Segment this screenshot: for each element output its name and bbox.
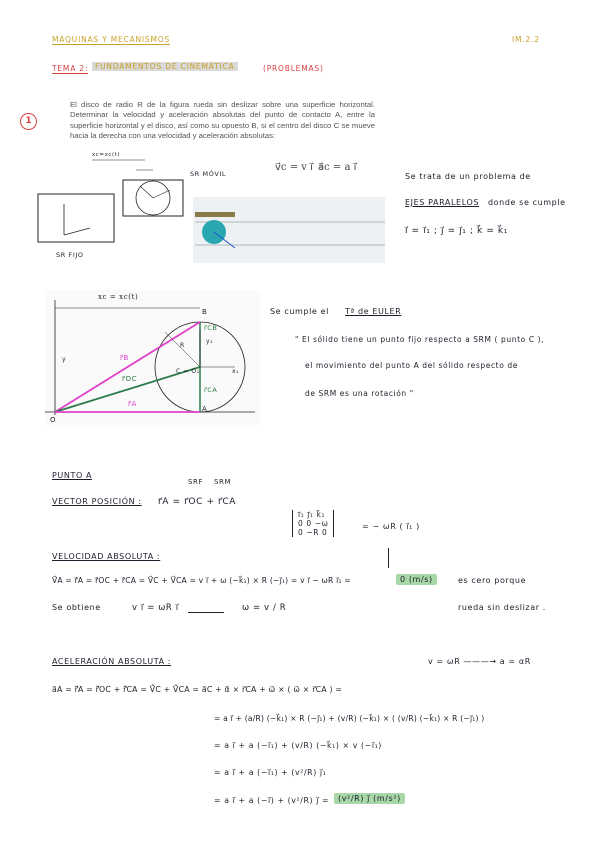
det-result: = − ωR ( i⃗₁ ) [362, 522, 420, 531]
label-srf: SRF [188, 478, 204, 486]
velocity-result: 0 (m/s) [396, 574, 437, 585]
accel-top-note: v = ωR ———→ a = αR [428, 657, 531, 666]
position-vector-label: VECTOR POSICIÓN : [52, 497, 142, 506]
problem-number: 1 [20, 113, 37, 130]
euler-intro: Se cumple el [270, 307, 329, 316]
velocity-note1: es cero porque [458, 576, 527, 585]
label-rCA: r⃗CA [204, 386, 218, 394]
label-sr-fijo: SR FIJO [56, 251, 84, 259]
accel-line2: = a i⃗ + (a/R) (−k⃗₁) × R (−j⃗₁) + (v/R) (−k⃗₁) × ( (v/R) (−k⃗₁) × R (−j⃗₁) ) [214, 714, 485, 723]
note-parallel-axes: EJES PARALELOS [405, 198, 480, 207]
note-line1: Se trata de un problema de [405, 172, 531, 181]
label-C: C = O₁ [176, 368, 200, 375]
given-acceleration: a⃗c = a i⃗ [318, 162, 357, 173]
arrow-down [388, 548, 389, 568]
point-a-title: PUNTO A [52, 471, 93, 480]
label-sr-movil: SR MÓVIL [190, 170, 227, 178]
label-A: A [202, 405, 208, 413]
position-vector-eq: r⃗A = r⃗OC + r⃗CA [158, 497, 236, 507]
label-fig2-xc: xc = xc(t) [98, 293, 139, 301]
label-rCB: r⃗CB [204, 324, 218, 332]
tema-kind: (PROBLEMAS) [263, 64, 324, 73]
obtain-eq: v i⃗ = ωR i⃗ [132, 603, 179, 613]
label-R: R [180, 342, 185, 349]
label-x1: x₁ [232, 368, 240, 375]
obtain-label: Se obtiene [52, 603, 101, 612]
acceleration-label: ACELERACIÓN ABSOLUTA : [52, 657, 172, 666]
tema-label: TEMA 2: [52, 64, 89, 73]
euler-line3: el movimiento del punto A del sólido respecto de [305, 361, 518, 370]
label-y: y [62, 356, 67, 363]
label-rB: r⃗B [120, 354, 129, 362]
euler-line4: de SRM es una rotación " [305, 389, 414, 398]
label-O: O [50, 416, 57, 424]
page-code: IM.2.2 [512, 35, 540, 44]
problem-statement: El disco de radio R de la figura rueda sin deslizar sobre una superficie horizontal. Determinar la velocidad y aceleración absolutas del punto de contacto A, entre la superficie horizontal y el disco, así como su opuesto B, si el centro del disco C se mueve hacia la derecha con una velocidad y aceleración absolutas: [70, 100, 375, 140]
det-row-3: 0 −R 0 [298, 528, 328, 537]
subject-header: MÁQUINAS Y MECANISMOS [52, 35, 171, 44]
velocity-note2: rueda sin deslizar . [458, 603, 546, 612]
determinant [292, 510, 334, 537]
label-xc-small: xc=xc(t) [92, 152, 121, 158]
label-y1: y₁ [206, 338, 214, 345]
euler-line2: " El sólido tiene un punto fijo respecto a SRM ( punto C ), [295, 335, 545, 344]
label-srm: SRM [214, 478, 232, 486]
accel-line1: a⃗A = r̈⃗A = r̈⃗OC + r̈⃗CA = V̇⃗C + V̇⃗CA = a⃗C + α⃗ × r⃗CA + ω⃗ × ( ω⃗ × r⃗CA ) = [52, 685, 343, 694]
figure-2 [45, 290, 260, 425]
label-rOC: r⃗OC [122, 375, 138, 383]
label-rA: r⃗A [128, 400, 137, 408]
velocity-eq: V⃗A = ṙ⃗A = ṙ⃗OC + ṙ⃗CA = V⃗C + V⃗CA = v i⃗ + ω (−k⃗₁) × R (−j⃗₁) = v i⃗ − ωR i⃗₁ = [52, 576, 351, 585]
accel-line4: = a i⃗ + a (−i⃗₁) + (v²/R) j⃗₁ [214, 768, 327, 777]
euler-theorem: Tª de EULER [345, 307, 402, 316]
note-line3: i⃗ = i⃗₁ ; j⃗ = j⃗₁ ; k⃗ = k⃗₁ [405, 226, 508, 236]
det-row-1: i⃗₁ j⃗₁ k⃗₁ [298, 510, 326, 519]
omega-eq: ω = v / R [242, 603, 287, 613]
accel-result: (v²/R) j⃗ (m/s²) [334, 793, 405, 804]
note-line2: donde se cumple [488, 198, 566, 207]
accel-line5: = a i⃗ + a (−i⃗) + (v²/R) j⃗ = [214, 796, 330, 805]
det-row-2: 0 0 −ω [298, 519, 329, 528]
velocity-label: VELOCIDAD ABSOLUTA : [52, 552, 161, 561]
accel-line3: = a i⃗ + a (−i⃗₁) + (v/R) (−k⃗₁) × v (−i⃗₁) [214, 741, 382, 750]
fixed-frame-box [38, 194, 114, 242]
obtain-arrow [188, 612, 224, 613]
tema-title: FUNDAMENTOS DE CINEMÁTICA [92, 62, 238, 71]
given-velocity: v⃗c = v i⃗ [275, 162, 313, 173]
label-B: B [202, 308, 208, 316]
